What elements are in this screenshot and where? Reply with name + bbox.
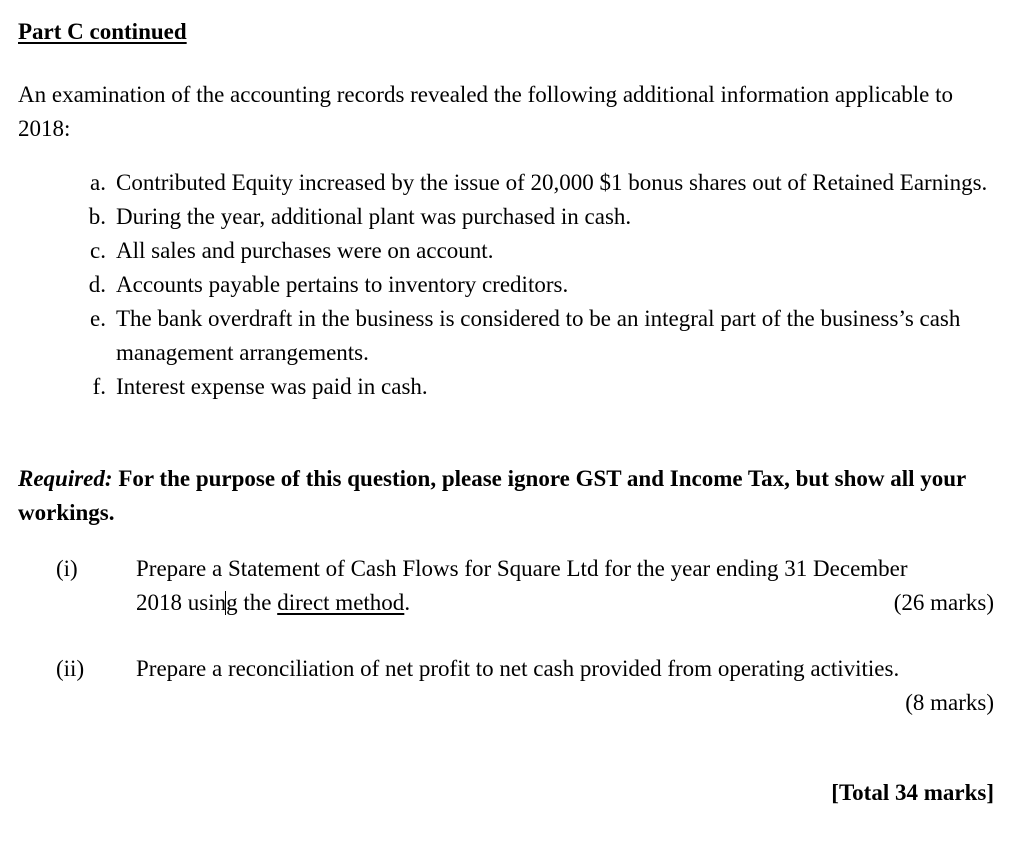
list-item [18,268,994,302]
list-item-text: During the year, additional plant was purchased in cash. [116,204,632,229]
task-text-continuation [136,586,410,620]
information-list [18,166,994,404]
required-paragraph [18,462,994,530]
list-item-letter: d. [88,272,106,297]
total-marks: [Total 34 marks] [831,780,994,805]
task-body [136,652,994,720]
document-page [18,12,994,810]
list-item [18,302,994,370]
section-heading: Part C continued [18,19,187,44]
list-item-text: Accounts payable pertains to inventory creditors. [116,272,569,297]
text-fragment: g the [226,590,278,615]
list-item-letter: f. [92,374,106,399]
list-item-text: All sales and purchases were on account. [116,238,494,263]
task-body [136,552,994,620]
task-item [18,652,994,720]
intro-paragraph: An examination of the accounting records revealed the following additional information applicable to 2018: [18,82,954,141]
list-item [18,200,994,234]
list-item [18,370,994,404]
list-item [18,166,994,200]
task-marks: (26 marks) [893,590,994,615]
task-text-line: Prepare a reconciliation of net profit to net cash provided from operating activities. [136,656,900,681]
text-fragment: . [404,590,411,615]
direct-method-underlined: direct method [277,590,405,615]
list-item-letter: c. [90,238,106,263]
task-number: (i) [56,556,78,581]
list-item-letter: a. [90,170,106,195]
list-item-letter: b. [88,204,106,229]
required-label: Required: [18,466,113,491]
list-item-text: The bank overdraft in the business is considered to be an integral part of the business’s cash management arrangements. [116,306,961,365]
task-marks: (8 marks) [905,690,994,715]
task-number: (ii) [56,656,85,681]
list-item-text: Interest expense was paid in cash. [116,374,428,399]
required-text: For the purpose of this question, please ignore GST and Income Tax, but show all your workings. [18,466,966,525]
list-item-letter: e. [90,306,106,331]
task-text-line [136,586,994,620]
list-item [18,234,994,268]
list-item-text: Contributed Equity increased by the issue of 20,000 $1 bonus shares out of Retained Earnings. [116,170,988,195]
task-item [18,552,994,620]
task-text-line: Prepare a Statement of Cash Flows for Square Ltd for the year ending 31 December [136,556,908,581]
text-fragment: 2018 usin [136,590,227,615]
